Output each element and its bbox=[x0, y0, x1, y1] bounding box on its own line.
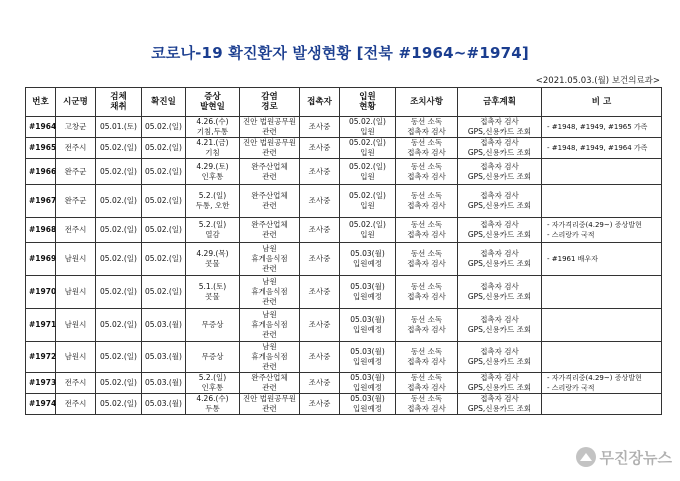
region-cell: 전주시 bbox=[56, 218, 96, 243]
hospital-status-cell: 05.02.(일) 입원 bbox=[340, 117, 396, 138]
hospital-status-cell: 05.03(월) 입원예정 bbox=[340, 309, 396, 342]
case-number: #1973 bbox=[26, 373, 56, 394]
confirm-date-cell: 05.03.(월) bbox=[142, 373, 186, 394]
symptom-cell: 무증상 bbox=[186, 309, 240, 342]
case-number: #1970 bbox=[26, 276, 56, 309]
region-cell: 남원시 bbox=[56, 243, 96, 276]
table-row bbox=[26, 117, 662, 138]
confirm-date-cell: 05.03.(월) bbox=[142, 342, 186, 373]
confirm-date-cell: 05.02.(일) bbox=[142, 185, 186, 218]
hospital-status-cell: 05.02.(일) 입원 bbox=[340, 218, 396, 243]
case-number: #1965 bbox=[26, 138, 56, 159]
contacts-cell: 조사중 bbox=[300, 218, 340, 243]
header-remarks: 비 고 bbox=[542, 88, 662, 117]
hospital-status-cell: 05.03(월) 입원예정 bbox=[340, 342, 396, 373]
header-sample: 검체 채취 bbox=[96, 88, 142, 117]
infection-route-cell: 남원 휴게음식점 관련 bbox=[240, 276, 300, 309]
case-number: #1974 bbox=[26, 394, 56, 415]
contacts-cell: 조사중 bbox=[300, 309, 340, 342]
hospital-status-cell: 05.03(월) 입원예정 bbox=[340, 243, 396, 276]
action-cell: 동선 소독 접촉자 검사 bbox=[396, 117, 458, 138]
infection-route-cell: 진안 법원공무원 관련 bbox=[240, 138, 300, 159]
contacts-cell: 조사중 bbox=[300, 185, 340, 218]
confirm-date-cell: 05.02.(일) bbox=[142, 243, 186, 276]
plan-cell: 접촉자 검사 GPS,신용카드 조회 bbox=[458, 276, 542, 309]
remarks-cell bbox=[542, 342, 662, 373]
header-symptom: 증상 발현일 bbox=[186, 88, 240, 117]
table-row bbox=[26, 342, 662, 373]
infection-route-cell: 진안 법원공무원 관련 bbox=[240, 117, 300, 138]
table-row bbox=[26, 309, 662, 342]
remarks-cell bbox=[542, 159, 662, 185]
remarks-cell: - #1961 배우자 bbox=[542, 243, 662, 276]
symptom-cell: 4.26.(수) 두통 bbox=[186, 394, 240, 415]
confirm-date-cell: 05.02.(일) bbox=[142, 138, 186, 159]
region-cell: 남원시 bbox=[56, 276, 96, 309]
sample-date-cell: 05.02.(일) bbox=[96, 309, 142, 342]
symptom-cell: 5.2.(일) 열감 bbox=[186, 218, 240, 243]
hospital-status-cell: 05.03(월) 입원예정 bbox=[340, 276, 396, 309]
confirm-date-cell: 05.02.(일) bbox=[142, 117, 186, 138]
table-row bbox=[26, 138, 662, 159]
confirm-date-cell: 05.02.(일) bbox=[142, 276, 186, 309]
watermark-logo-icon bbox=[576, 447, 596, 467]
sample-date-cell: 05.02.(일) bbox=[96, 159, 142, 185]
region-cell: 남원시 bbox=[56, 309, 96, 342]
header-confirm: 확진일 bbox=[142, 88, 186, 117]
action-cell: 동선 소독 접촉자 검사 bbox=[396, 185, 458, 218]
case-number: #1967 bbox=[26, 185, 56, 218]
region-cell: 완주군 bbox=[56, 159, 96, 185]
contacts-cell: 조사중 bbox=[300, 373, 340, 394]
action-cell: 동선 소독 접촉자 검사 bbox=[396, 276, 458, 309]
table-row bbox=[26, 373, 662, 394]
header-hospital: 입원 현황 bbox=[340, 88, 396, 117]
contacts-cell: 조사중 bbox=[300, 243, 340, 276]
confirm-date-cell: 05.02.(일) bbox=[142, 218, 186, 243]
plan-cell: 접촉자 검사 GPS,신용카드 조회 bbox=[458, 342, 542, 373]
plan-cell: 접촉자 검사 GPS,신용카드 조회 bbox=[458, 309, 542, 342]
remarks-cell: - 자가격리중(4.29~) 증상발현 - 스리랑카 국적 bbox=[542, 218, 662, 243]
infection-route-cell: 완주산업체 관련 bbox=[240, 218, 300, 243]
infection-route-cell: 남원 휴게음식점 관련 bbox=[240, 243, 300, 276]
action-cell: 동선 소독 접촉자 검사 bbox=[396, 243, 458, 276]
sample-date-cell: 05.02.(일) bbox=[96, 185, 142, 218]
case-number: #1964 bbox=[26, 117, 56, 138]
infection-route-cell: 남원 휴게음식점 관련 bbox=[240, 342, 300, 373]
case-number: #1969 bbox=[26, 243, 56, 276]
remarks-cell bbox=[542, 185, 662, 218]
sample-date-cell: 05.02.(일) bbox=[96, 373, 142, 394]
watermark bbox=[576, 444, 672, 470]
plan-cell: 접촉자 검사 GPS,신용카드 조회 bbox=[458, 138, 542, 159]
contacts-cell: 조사중 bbox=[300, 276, 340, 309]
plan-cell: 접촉자 검사 GPS,신용카드 조회 bbox=[458, 218, 542, 243]
hospital-status-cell: 05.02.(일) 입원 bbox=[340, 159, 396, 185]
confirm-date-cell: 05.03.(월) bbox=[142, 309, 186, 342]
header-no: 번호 bbox=[26, 88, 56, 117]
contacts-cell: 조사중 bbox=[300, 117, 340, 138]
plan-cell: 접촉자 검사 GPS,신용카드 조회 bbox=[458, 373, 542, 394]
plan-cell: 접촉자 검사 GPS,신용카드 조회 bbox=[458, 394, 542, 415]
infection-route-cell: 완주산업체 관련 bbox=[240, 159, 300, 185]
contacts-cell: 조사중 bbox=[300, 394, 340, 415]
header-plan: 금후계획 bbox=[458, 88, 542, 117]
watermark-text: 무진장뉴스 bbox=[599, 448, 672, 467]
sample-date-cell: 05.01.(토) bbox=[96, 117, 142, 138]
hospital-status-cell: 05.03(월) 입원예정 bbox=[340, 373, 396, 394]
symptom-cell: 4.26.(수) 기침,두통 bbox=[186, 117, 240, 138]
contacts-cell: 조사중 bbox=[300, 342, 340, 373]
sample-date-cell: 05.02.(일) bbox=[96, 138, 142, 159]
symptom-cell: 무증상 bbox=[186, 342, 240, 373]
region-cell: 전주시 bbox=[56, 138, 96, 159]
header-region: 시군명 bbox=[56, 88, 96, 117]
table-row bbox=[26, 159, 662, 185]
sample-date-cell: 05.02.(일) bbox=[96, 394, 142, 415]
remarks-cell bbox=[542, 394, 662, 415]
plan-cell: 접촉자 검사 GPS,신용카드 조회 bbox=[458, 243, 542, 276]
action-cell: 동선 소독 접촉자 검사 bbox=[396, 394, 458, 415]
infection-route-cell: 남원 휴게음식점 관련 bbox=[240, 309, 300, 342]
contacts-cell: 조사중 bbox=[300, 159, 340, 185]
page-title: 코로나-19 확진환자 발생현황 [전북 #1964~#1974] bbox=[151, 44, 529, 62]
table-row bbox=[26, 218, 662, 243]
sample-date-cell: 05.02.(일) bbox=[96, 342, 142, 373]
sample-date-cell: 05.02.(일) bbox=[96, 276, 142, 309]
region-cell: 완주군 bbox=[56, 185, 96, 218]
table-row bbox=[26, 243, 662, 276]
infection-route-cell: 진안 법원공무원 관련 bbox=[240, 394, 300, 415]
header-infection: 감염 경로 bbox=[240, 88, 300, 117]
action-cell: 동선 소독 접촉자 검사 bbox=[396, 309, 458, 342]
region-cell: 고창군 bbox=[56, 117, 96, 138]
plan-cell: 접촉자 검사 GPS,신용카드 조회 bbox=[458, 159, 542, 185]
case-number: #1972 bbox=[26, 342, 56, 373]
patient-table bbox=[25, 87, 662, 415]
plan-cell: 접촉자 검사 GPS,신용카드 조회 bbox=[458, 185, 542, 218]
table-header-row bbox=[26, 88, 662, 117]
hospital-status-cell: 05.02.(일) 입원 bbox=[340, 138, 396, 159]
table-row bbox=[26, 276, 662, 309]
header-contacts: 접촉자 bbox=[300, 88, 340, 117]
sample-date-cell: 05.02.(일) bbox=[96, 218, 142, 243]
action-cell: 동선 소독 접촉자 검사 bbox=[396, 218, 458, 243]
infection-route-cell: 완주산업체 관련 bbox=[240, 373, 300, 394]
remarks-cell: - #1948, #1949, #1965 가족 bbox=[542, 117, 662, 138]
region-cell: 전주시 bbox=[56, 394, 96, 415]
symptom-cell: 5.2.(일) 두통, 오한 bbox=[186, 185, 240, 218]
action-cell: 동선 소독 접촉자 검사 bbox=[396, 373, 458, 394]
header-action: 조치사항 bbox=[396, 88, 458, 117]
confirm-date-cell: 05.02.(일) bbox=[142, 159, 186, 185]
symptom-cell: 5.1.(토) 콧물 bbox=[186, 276, 240, 309]
case-number: #1966 bbox=[26, 159, 56, 185]
symptom-cell: 4.29.(목) 콧물 bbox=[186, 243, 240, 276]
case-number: #1968 bbox=[26, 218, 56, 243]
contacts-cell: 조사중 bbox=[300, 138, 340, 159]
symptom-cell: 4.21.(금) 기침 bbox=[186, 138, 240, 159]
table-row bbox=[26, 394, 662, 415]
hospital-status-cell: 05.03(월) 입원예정 bbox=[340, 394, 396, 415]
sample-date-cell: 05.02.(일) bbox=[96, 243, 142, 276]
plan-cell: 접촉자 검사 GPS,신용카드 조회 bbox=[458, 117, 542, 138]
symptom-cell: 5.2.(일) 인후통 bbox=[186, 373, 240, 394]
remarks-cell bbox=[542, 309, 662, 342]
action-cell: 동선 소독 접촉자 검사 bbox=[396, 342, 458, 373]
region-cell: 전주시 bbox=[56, 373, 96, 394]
table-row bbox=[26, 185, 662, 218]
region-cell: 남원시 bbox=[56, 342, 96, 373]
remarks-cell: - 자가격리중(4.29~) 증상발현 - 스리랑카 국적 bbox=[542, 373, 662, 394]
infection-route-cell: 완주산업체 관련 bbox=[240, 185, 300, 218]
action-cell: 동선 소독 접촉자 검사 bbox=[396, 138, 458, 159]
remarks-cell: - #1948, #1949, #1964 가족 bbox=[542, 138, 662, 159]
remarks-cell bbox=[542, 276, 662, 309]
confirm-date-cell: 05.03.(월) bbox=[142, 394, 186, 415]
date-note: <2021.05.03.(월) 보건의료과> bbox=[535, 76, 660, 86]
action-cell: 동선 소독 접촉자 검사 bbox=[396, 159, 458, 185]
symptom-cell: 4.29.(토) 인후통 bbox=[186, 159, 240, 185]
hospital-status-cell: 05.02.(일) 입원 bbox=[340, 185, 396, 218]
case-number: #1971 bbox=[26, 309, 56, 342]
